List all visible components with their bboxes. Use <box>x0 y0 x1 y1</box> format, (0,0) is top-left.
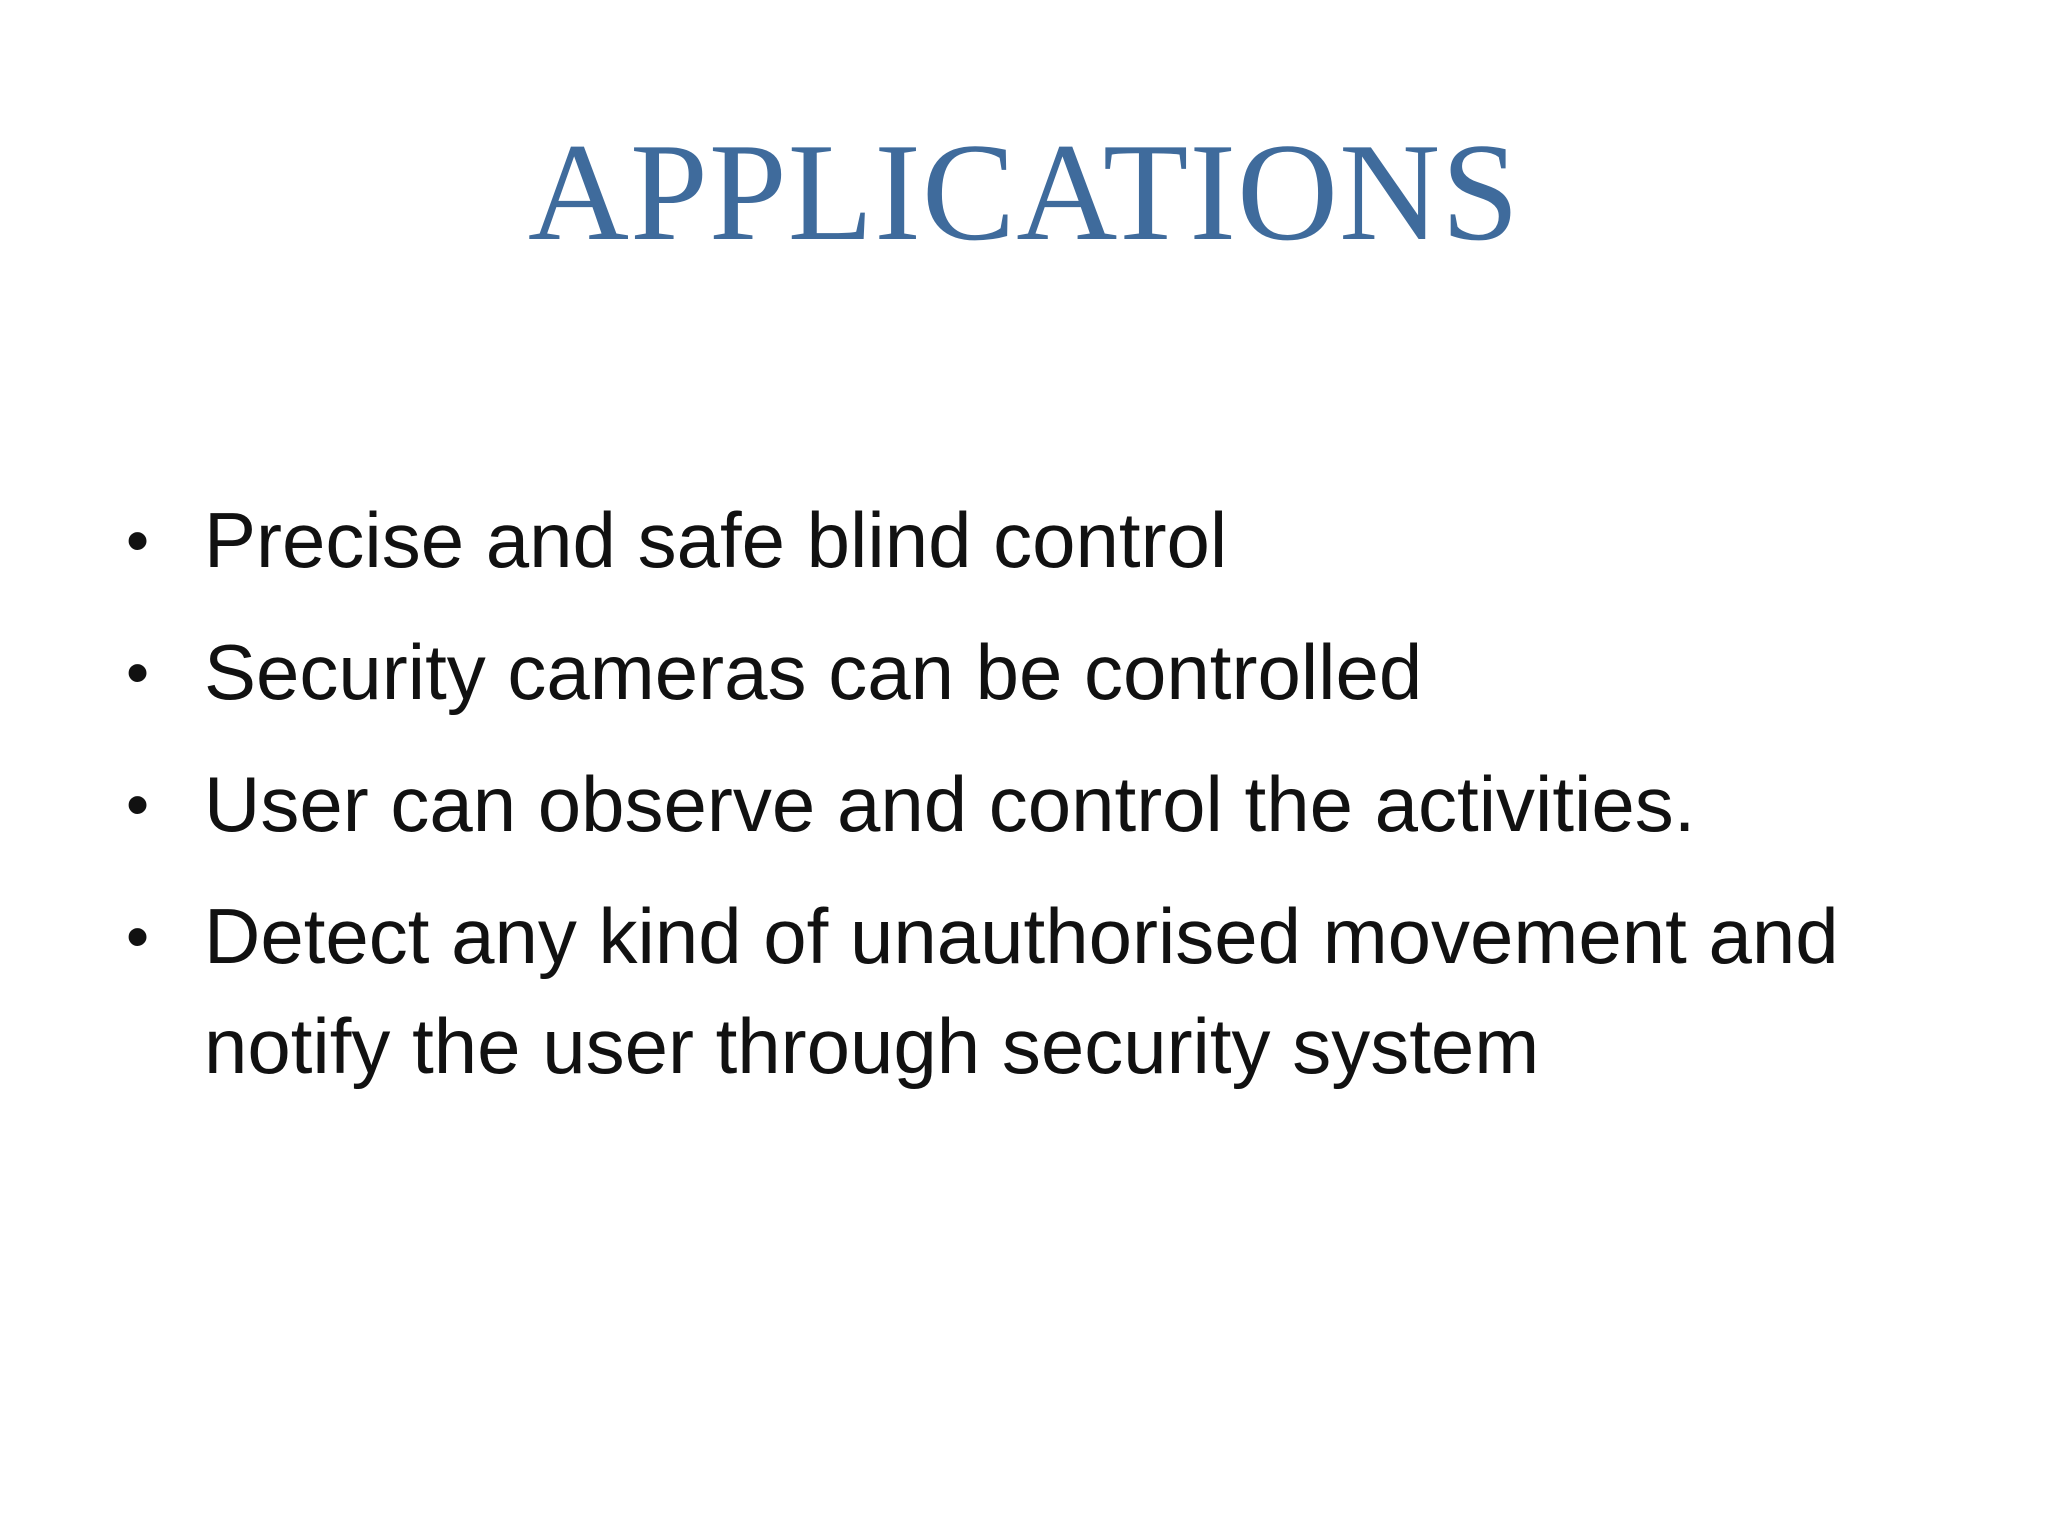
list-item <box>120 485 1940 595</box>
slide-title: APPLICATIONS <box>527 115 1521 270</box>
list-item <box>120 617 1940 727</box>
list-item <box>120 881 1940 1101</box>
bullet-text: Security cameras can be controlled <box>204 628 1423 716</box>
bullet-icon: • <box>126 635 150 709</box>
list-item <box>120 749 1940 859</box>
bullet-icon: • <box>126 767 150 841</box>
bullet-icon: • <box>126 503 150 577</box>
bullet-text: User can observe and control the activities. <box>204 760 1696 848</box>
bullet-text: Detect any kind of unauthorised movement and notify the user through security system <box>204 892 1839 1090</box>
bullet-list <box>120 485 1940 1123</box>
bullet-text: Precise and safe blind control <box>204 496 1228 584</box>
bullet-icon: • <box>126 899 150 973</box>
